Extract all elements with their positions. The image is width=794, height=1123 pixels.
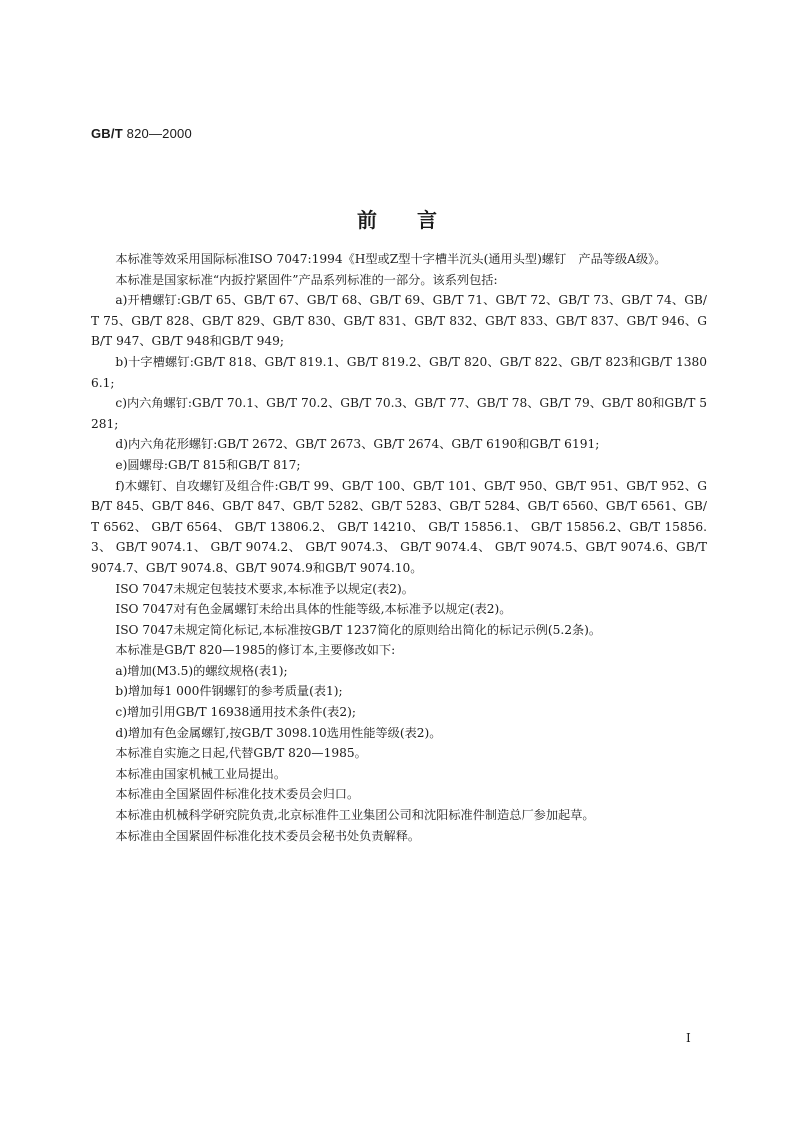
paragraph: 本标准由全国紧固件标准化技术委员会秘书处负责解释。 xyxy=(115,828,421,843)
document-code-prefix: GB/T xyxy=(91,126,123,141)
paragraph: ISO 7047未规定包装技术要求,本标准予以规定(表2)。 xyxy=(115,581,414,596)
list-item: c)内六角螺钉:GB/T 70.1、GB/T 70.2、GB/T 70.3、GB/T 77、GB/T 78、GB/T 79、GB/T 80和GB/T 5281; xyxy=(91,396,707,431)
paragraph: 本标准是国家标准“内扳拧紧固件”产品系列标准的一部分。该系列包括: xyxy=(115,272,498,287)
list-item: a)开槽螺钉:GB/T 65、GB/T 67、GB/T 68、GB/T 69、GB/T 71、GB/T 72、GB/T 73、GB/T 74、GB/T 75、GB/T 828、GB/T 829、GB/T 830、GB/T 831、GB/T 832、GB/T 833、GB/T 837、GB/T 946、GB/T 947、GB/T 948和GB/T 949; xyxy=(91,293,707,349)
foreword-body xyxy=(91,249,707,846)
paragraph: 本标准自实施之日起,代替GB/T 820—1985。 xyxy=(115,746,367,761)
list-item: d)增加有色金属螺钉,按GB/T 3098.10选用性能等级(表2)。 xyxy=(115,725,442,740)
paragraph: 本标准由全国紧固件标准化技术委员会归口。 xyxy=(115,787,360,802)
document-code-number: 820—2000 xyxy=(122,126,192,141)
list-item: e)圆螺母:GB/T 815和GB/T 817; xyxy=(115,457,301,472)
document-code xyxy=(91,126,192,141)
paragraph: 本标准是GB/T 820—1985的修订本,主要修改如下: xyxy=(115,643,396,658)
page-title: 前言 xyxy=(357,208,477,232)
paragraph: 本标准由机械科学研究院负责,北京标准件工业集团公司和沈阳标准件制造总厂参加起草。 xyxy=(115,808,595,823)
paragraph: 本标准等效采用国际标准ISO 7047:1994《H型或Z型十字槽半沉头(通用头型)螺钉 产品等级A级》。 xyxy=(115,252,667,266)
paragraph: 本标准由国家机械工业局提出。 xyxy=(115,766,287,781)
paragraph: ISO 7047对有色金属螺钉未给出具体的性能等级,本标准予以规定(表2)。 xyxy=(115,602,512,617)
list-item: c)增加引用GB/T 16938通用技术条件(表2); xyxy=(115,705,356,720)
page-number: I xyxy=(686,1031,691,1045)
list-item: b)十字槽螺钉:GB/T 818、GB/T 819.1、GB/T 819.2、GB/T 820、GB/T 822、GB/T 823和GB/T 13806.1; xyxy=(91,354,707,390)
list-item: d)内六角花形螺钉:GB/T 2672、GB/T 2673、GB/T 2674、GB/T 6190和GB/T 6191; xyxy=(115,437,600,452)
paragraph: ISO 7047未规定简化标记,本标准按GB/T 1237简化的原则给出简化的标记示例(5.2条)。 xyxy=(115,622,602,637)
list-item: f)木螺钉、自攻螺钉及组合件:GB/T 99、GB/T 100、GB/T 101、GB/T 950、GB/T 951、GB/T 952、GB/T 845、GB/T 846、GB/T 847、GB/T 5282、GB/T 5283、GB/T 5284、GB/T 6560、GB/T 6561、GB/T 6562、 GB/T 6564、 GB/T 13806.2、 GB/T 14210、 GB/T 15856.1、 GB/T 15856.2、GB/T 15856.3、 GB/T 9074.1、 GB/T 9074.2、 GB/T 9074.3、 GB/T 9074.4、 GB/T 9074.5、GB/T 9074.6、GB/T 9074.7、GB/T 9074.8、GB/T 9074.9和GB/T 9074.10。 xyxy=(91,478,707,575)
list-item: a)增加(M3.5)的螺纹规格(表1); xyxy=(115,663,288,678)
list-item: b)增加每1 000件钢螺钉的参考质量(表1); xyxy=(115,684,343,699)
